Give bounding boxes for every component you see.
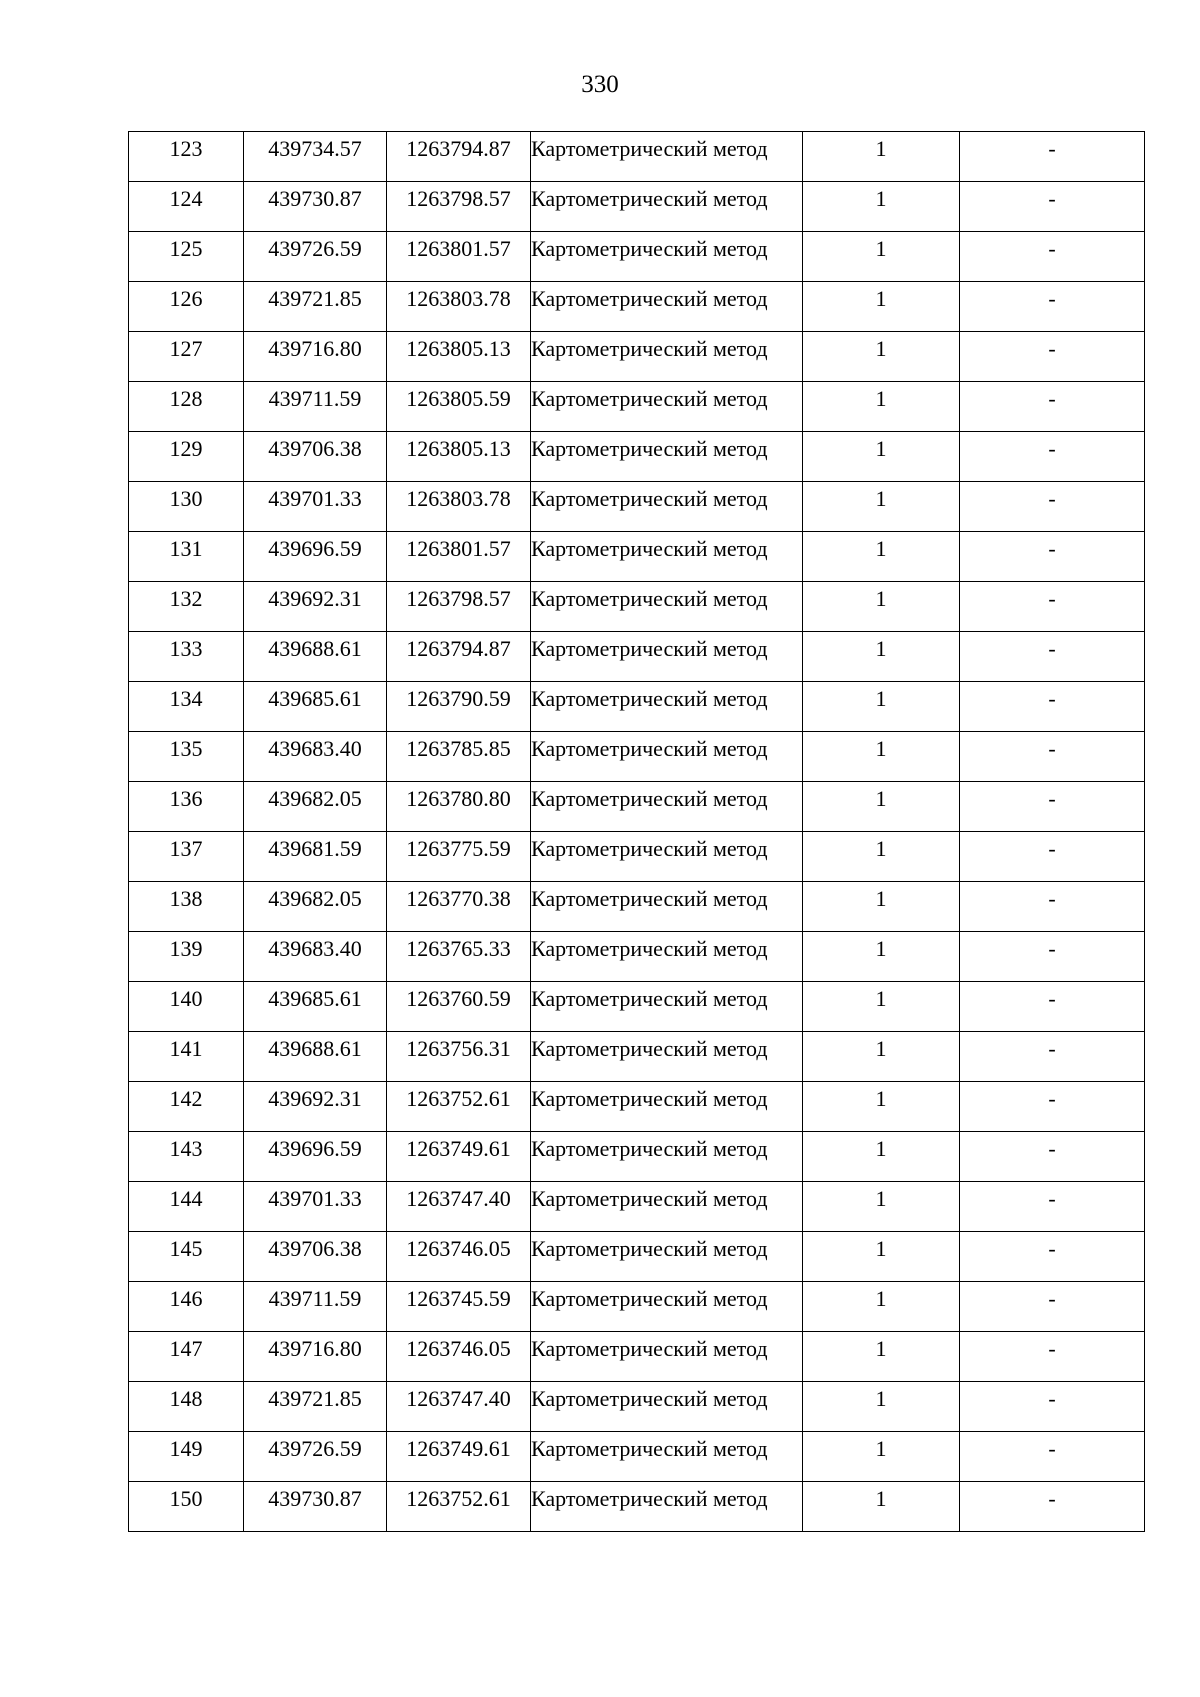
note-cell: - <box>960 532 1145 582</box>
method-cell: Картометрический метод <box>531 982 803 1032</box>
table-row <box>129 982 1145 1032</box>
note-cell: - <box>960 1182 1145 1232</box>
note-cell: - <box>960 932 1145 982</box>
note-cell: - <box>960 882 1145 932</box>
accuracy-cell: 1 <box>803 882 960 932</box>
method-cell: Картометрический метод <box>531 932 803 982</box>
table-row <box>129 432 1145 482</box>
y-coordinate-cell: 1263775.59 <box>387 832 531 882</box>
method-cell: Картометрический метод <box>531 1332 803 1382</box>
x-coordinate-cell: 439726.59 <box>244 232 387 282</box>
note-cell: - <box>960 732 1145 782</box>
table-row <box>129 1182 1145 1232</box>
x-coordinate-cell: 439692.31 <box>244 582 387 632</box>
point-number-cell: 144 <box>129 1182 244 1232</box>
note-cell: - <box>960 582 1145 632</box>
table-row <box>129 232 1145 282</box>
x-coordinate-cell: 439716.80 <box>244 1332 387 1382</box>
method-cell: Картометрический метод <box>531 832 803 882</box>
point-number-cell: 133 <box>129 632 244 682</box>
table-row <box>129 1332 1145 1382</box>
point-number-cell: 138 <box>129 882 244 932</box>
accuracy-cell: 1 <box>803 432 960 482</box>
note-cell: - <box>960 1032 1145 1082</box>
table-row <box>129 382 1145 432</box>
note-cell: - <box>960 132 1145 182</box>
method-cell: Картометрический метод <box>531 632 803 682</box>
method-cell: Картометрический метод <box>531 282 803 332</box>
method-cell: Картометрический метод <box>531 1482 803 1532</box>
x-coordinate-cell: 439688.61 <box>244 632 387 682</box>
method-cell: Картометрический метод <box>531 1432 803 1482</box>
x-coordinate-cell: 439721.85 <box>244 1382 387 1432</box>
x-coordinate-cell: 439685.61 <box>244 982 387 1032</box>
point-number-cell: 124 <box>129 182 244 232</box>
coordinates-table-body <box>129 132 1145 1532</box>
method-cell: Картометрический метод <box>531 1282 803 1332</box>
point-number-cell: 135 <box>129 732 244 782</box>
point-number-cell: 130 <box>129 482 244 532</box>
point-number-cell: 128 <box>129 382 244 432</box>
y-coordinate-cell: 1263747.40 <box>387 1182 531 1232</box>
y-coordinate-cell: 1263746.05 <box>387 1332 531 1382</box>
table-row <box>129 282 1145 332</box>
table-row <box>129 632 1145 682</box>
point-number-cell: 140 <box>129 982 244 1032</box>
accuracy-cell: 1 <box>803 482 960 532</box>
method-cell: Картометрический метод <box>531 532 803 582</box>
y-coordinate-cell: 1263801.57 <box>387 232 531 282</box>
method-cell: Картометрический метод <box>531 382 803 432</box>
note-cell: - <box>960 1332 1145 1382</box>
page-number: 330 <box>581 71 619 98</box>
x-coordinate-cell: 439730.87 <box>244 182 387 232</box>
note-cell: - <box>960 332 1145 382</box>
table-row <box>129 1082 1145 1132</box>
x-coordinate-cell: 439716.80 <box>244 332 387 382</box>
note-cell: - <box>960 182 1145 232</box>
accuracy-cell: 1 <box>803 582 960 632</box>
x-coordinate-cell: 439696.59 <box>244 532 387 582</box>
y-coordinate-cell: 1263780.80 <box>387 782 531 832</box>
note-cell: - <box>960 482 1145 532</box>
method-cell: Картометрический метод <box>531 582 803 632</box>
accuracy-cell: 1 <box>803 1332 960 1382</box>
y-coordinate-cell: 1263770.38 <box>387 882 531 932</box>
accuracy-cell: 1 <box>803 382 960 432</box>
method-cell: Картометрический метод <box>531 332 803 382</box>
y-coordinate-cell: 1263765.33 <box>387 932 531 982</box>
method-cell: Картометрический метод <box>531 1132 803 1182</box>
note-cell: - <box>960 382 1145 432</box>
method-cell: Картометрический метод <box>531 182 803 232</box>
y-coordinate-cell: 1263794.87 <box>387 632 531 682</box>
method-cell: Картометрический метод <box>531 232 803 282</box>
x-coordinate-cell: 439721.85 <box>244 282 387 332</box>
table-row <box>129 1432 1145 1482</box>
y-coordinate-cell: 1263794.87 <box>387 132 531 182</box>
accuracy-cell: 1 <box>803 832 960 882</box>
table-row <box>129 732 1145 782</box>
y-coordinate-cell: 1263790.59 <box>387 682 531 732</box>
x-coordinate-cell: 439685.61 <box>244 682 387 732</box>
accuracy-cell: 1 <box>803 332 960 382</box>
y-coordinate-cell: 1263746.05 <box>387 1232 531 1282</box>
accuracy-cell: 1 <box>803 232 960 282</box>
method-cell: Картометрический метод <box>531 882 803 932</box>
x-coordinate-cell: 439706.38 <box>244 1232 387 1282</box>
coordinates-table <box>128 131 1145 1532</box>
note-cell: - <box>960 1382 1145 1432</box>
x-coordinate-cell: 439706.38 <box>244 432 387 482</box>
y-coordinate-cell: 1263798.57 <box>387 582 531 632</box>
x-coordinate-cell: 439682.05 <box>244 882 387 932</box>
note-cell: - <box>960 1282 1145 1332</box>
y-coordinate-cell: 1263805.13 <box>387 332 531 382</box>
accuracy-cell: 1 <box>803 1282 960 1332</box>
table-row <box>129 132 1145 182</box>
accuracy-cell: 1 <box>803 532 960 582</box>
x-coordinate-cell: 439711.59 <box>244 382 387 432</box>
x-coordinate-cell: 439692.31 <box>244 1082 387 1132</box>
accuracy-cell: 1 <box>803 1382 960 1432</box>
y-coordinate-cell: 1263752.61 <box>387 1482 531 1532</box>
method-cell: Картометрический метод <box>531 682 803 732</box>
x-coordinate-cell: 439683.40 <box>244 732 387 782</box>
accuracy-cell: 1 <box>803 982 960 1032</box>
note-cell: - <box>960 1082 1145 1132</box>
x-coordinate-cell: 439711.59 <box>244 1282 387 1332</box>
table-row <box>129 1282 1145 1332</box>
note-cell: - <box>960 1232 1145 1282</box>
accuracy-cell: 1 <box>803 1432 960 1482</box>
note-cell: - <box>960 232 1145 282</box>
y-coordinate-cell: 1263745.59 <box>387 1282 531 1332</box>
accuracy-cell: 1 <box>803 782 960 832</box>
x-coordinate-cell: 439701.33 <box>244 482 387 532</box>
x-coordinate-cell: 439734.57 <box>244 132 387 182</box>
table-row <box>129 1382 1145 1432</box>
table-row <box>129 482 1145 532</box>
point-number-cell: 136 <box>129 782 244 832</box>
accuracy-cell: 1 <box>803 282 960 332</box>
x-coordinate-cell: 439682.05 <box>244 782 387 832</box>
note-cell: - <box>960 1482 1145 1532</box>
point-number-cell: 150 <box>129 1482 244 1532</box>
point-number-cell: 126 <box>129 282 244 332</box>
point-number-cell: 147 <box>129 1332 244 1382</box>
y-coordinate-cell: 1263798.57 <box>387 182 531 232</box>
table-row <box>129 1132 1145 1182</box>
y-coordinate-cell: 1263803.78 <box>387 282 531 332</box>
accuracy-cell: 1 <box>803 682 960 732</box>
accuracy-cell: 1 <box>803 632 960 682</box>
method-cell: Картометрический метод <box>531 732 803 782</box>
point-number-cell: 139 <box>129 932 244 982</box>
method-cell: Картометрический метод <box>531 1232 803 1282</box>
table-row <box>129 1232 1145 1282</box>
y-coordinate-cell: 1263805.59 <box>387 382 531 432</box>
point-number-cell: 145 <box>129 1232 244 1282</box>
accuracy-cell: 1 <box>803 1032 960 1082</box>
y-coordinate-cell: 1263760.59 <box>387 982 531 1032</box>
x-coordinate-cell: 439696.59 <box>244 1132 387 1182</box>
y-coordinate-cell: 1263785.85 <box>387 732 531 782</box>
accuracy-cell: 1 <box>803 1232 960 1282</box>
x-coordinate-cell: 439688.61 <box>244 1032 387 1082</box>
table-row <box>129 182 1145 232</box>
note-cell: - <box>960 982 1145 1032</box>
accuracy-cell: 1 <box>803 1082 960 1132</box>
note-cell: - <box>960 632 1145 682</box>
point-number-cell: 125 <box>129 232 244 282</box>
y-coordinate-cell: 1263803.78 <box>387 482 531 532</box>
point-number-cell: 131 <box>129 532 244 582</box>
note-cell: - <box>960 282 1145 332</box>
method-cell: Картометрический метод <box>531 482 803 532</box>
point-number-cell: 148 <box>129 1382 244 1432</box>
note-cell: - <box>960 682 1145 732</box>
point-number-cell: 123 <box>129 132 244 182</box>
x-coordinate-cell: 439681.59 <box>244 832 387 882</box>
point-number-cell: 149 <box>129 1432 244 1482</box>
table-row <box>129 332 1145 382</box>
accuracy-cell: 1 <box>803 182 960 232</box>
method-cell: Картометрический метод <box>531 782 803 832</box>
accuracy-cell: 1 <box>803 132 960 182</box>
point-number-cell: 143 <box>129 1132 244 1182</box>
point-number-cell: 141 <box>129 1032 244 1082</box>
accuracy-cell: 1 <box>803 1482 960 1532</box>
x-coordinate-cell: 439730.87 <box>244 1482 387 1532</box>
y-coordinate-cell: 1263749.61 <box>387 1132 531 1182</box>
point-number-cell: 142 <box>129 1082 244 1132</box>
table-row <box>129 532 1145 582</box>
x-coordinate-cell: 439726.59 <box>244 1432 387 1482</box>
method-cell: Картометрический метод <box>531 1032 803 1082</box>
accuracy-cell: 1 <box>803 932 960 982</box>
y-coordinate-cell: 1263756.31 <box>387 1032 531 1082</box>
point-number-cell: 132 <box>129 582 244 632</box>
point-number-cell: 127 <box>129 332 244 382</box>
method-cell: Картометрический метод <box>531 1182 803 1232</box>
table-row <box>129 1032 1145 1082</box>
y-coordinate-cell: 1263801.57 <box>387 532 531 582</box>
note-cell: - <box>960 832 1145 882</box>
y-coordinate-cell: 1263805.13 <box>387 432 531 482</box>
note-cell: - <box>960 1432 1145 1482</box>
accuracy-cell: 1 <box>803 1132 960 1182</box>
point-number-cell: 137 <box>129 832 244 882</box>
point-number-cell: 129 <box>129 432 244 482</box>
method-cell: Картометрический метод <box>531 1382 803 1432</box>
y-coordinate-cell: 1263747.40 <box>387 1382 531 1432</box>
table-row <box>129 682 1145 732</box>
accuracy-cell: 1 <box>803 1182 960 1232</box>
table-row <box>129 882 1145 932</box>
note-cell: - <box>960 782 1145 832</box>
point-number-cell: 146 <box>129 1282 244 1332</box>
accuracy-cell: 1 <box>803 732 960 782</box>
x-coordinate-cell: 439683.40 <box>244 932 387 982</box>
table-row <box>129 582 1145 632</box>
table-row <box>129 932 1145 982</box>
note-cell: - <box>960 1132 1145 1182</box>
table-row <box>129 832 1145 882</box>
method-cell: Картометрический метод <box>531 432 803 482</box>
method-cell: Картометрический метод <box>531 132 803 182</box>
note-cell: - <box>960 432 1145 482</box>
method-cell: Картометрический метод <box>531 1082 803 1132</box>
y-coordinate-cell: 1263749.61 <box>387 1432 531 1482</box>
table-row <box>129 782 1145 832</box>
point-number-cell: 134 <box>129 682 244 732</box>
x-coordinate-cell: 439701.33 <box>244 1182 387 1232</box>
y-coordinate-cell: 1263752.61 <box>387 1082 531 1132</box>
table-row <box>129 1482 1145 1532</box>
